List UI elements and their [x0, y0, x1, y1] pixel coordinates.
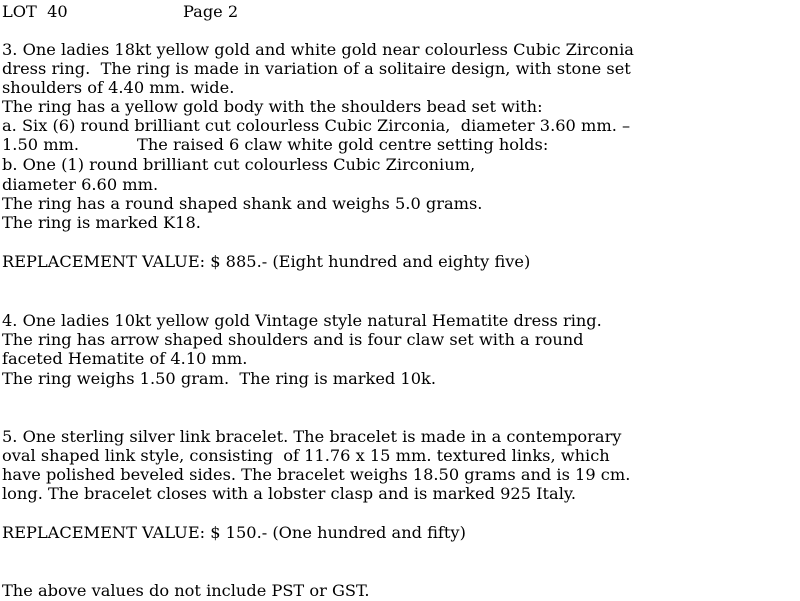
page-number: Page 2 [183, 2, 239, 21]
item-3-line-1: 3. One ladies 18kt yellow gold and white gold near colourless Cubic Zirconia [2, 40, 634, 59]
item-3-line-6a: 1.50 mm. [2, 135, 80, 154]
item-5-line-3: have polished beveled sides. The bracelet weighs 18.50 grams and is 19 cm. [2, 465, 631, 484]
item-3-line-8: diameter 6.60 mm. [2, 175, 159, 194]
item-3-line-7: b. One (1) round brilliant cut colourless Cubic Zirconium, [2, 155, 476, 174]
lot-number: LOT 40 [2, 2, 68, 21]
item-3-line-5: a. Six (6) round brilliant cut colourless Cubic Zirconia, diameter 3.60 mm. – [2, 116, 631, 135]
item-3-replacement-value: REPLACEMENT VALUE: $ 885.- (Eight hundred and eighty five) [2, 252, 531, 271]
item-4-line-1: 4. One ladies 10kt yellow gold Vintage style natural Hematite dress ring. [2, 311, 602, 330]
item-3-line-4: The ring has a yellow gold body with the shoulders bead set with: [2, 97, 543, 116]
item-3-line-6 [2, 135, 548, 155]
item-3-line-9: The ring has a round shaped shank and weighs 5.0 grams. [2, 194, 483, 213]
item-5-replacement-value: REPLACEMENT VALUE: $ 150.- (One hundred and fifty) [2, 523, 466, 542]
item-5-line-1: 5. One sterling silver link bracelet. The bracelet is made in a contemporary [2, 427, 622, 446]
item-4-line-4: The ring weighs 1.50 gram. The ring is marked 10k. [2, 369, 436, 388]
item-4-line-3: faceted Hematite of 4.10 mm. [2, 349, 248, 368]
item-4-line-2: The ring has arrow shaped shoulders and is four claw set with a round [2, 330, 584, 349]
item-5-line-4: long. The bracelet closes with a lobster clasp and is marked 925 Italy. [2, 484, 577, 503]
item-5-line-2: oval shaped link style, consisting of 11.76 x 15 mm. textured links, which [2, 446, 610, 465]
item-3-line-6b: The raised 6 claw white gold centre setting holds: [137, 135, 549, 154]
item-3-line-3: shoulders of 4.40 mm. wide. [2, 78, 235, 97]
item-3-line-2: dress ring. The ring is made in variation of a solitaire design, with stone set [2, 59, 631, 78]
tax-note: The above values do not include PST or GST. [2, 581, 370, 600]
item-3-line-10: The ring is marked K18. [2, 213, 201, 232]
